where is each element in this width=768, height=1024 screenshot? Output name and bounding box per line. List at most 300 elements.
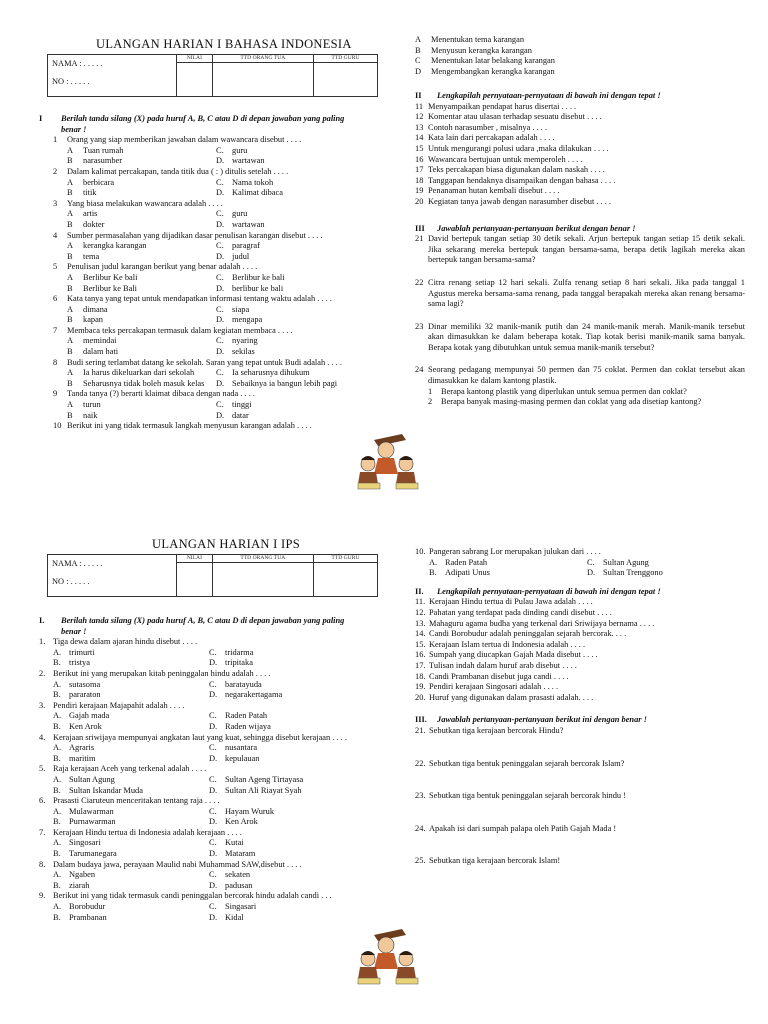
question-text: Pendiri kerajaan Majapahit adalah . . . . [53, 700, 185, 710]
item-text: Pahatan yang terdapat pada dinding candi disebut . . . . [429, 607, 612, 617]
answer-option[interactable] [415, 67, 615, 78]
answer-option[interactable] [216, 379, 365, 390]
question-number: 10. [415, 547, 426, 556]
answer-option[interactable] [216, 273, 365, 284]
item-number: 19. [415, 682, 426, 692]
option-letter: D. [216, 347, 225, 357]
item-text: Sumpah yang diucapkan Gajah Mada disebut . . . . [429, 650, 598, 660]
number-field[interactable]: NO : . . . . . [52, 577, 90, 586]
question-text: Berikut ini yang tidak termasuk candi peninggalan bercorak hindu adalah candi . . . [53, 891, 332, 901]
item-text: Kerajaan Hindu tertua di Pulau Jawa adalah . . . . [429, 597, 593, 607]
option-text: Prambanan [69, 912, 107, 922]
answer-option[interactable] [429, 568, 587, 579]
option-letter: A [67, 209, 74, 219]
answer-options [39, 870, 365, 891]
answer-option[interactable] [209, 658, 365, 669]
option-text: titik [83, 188, 97, 198]
item-number: 14. [415, 629, 426, 639]
option-text: Gajah mada [69, 711, 110, 721]
option-text: ziarah [69, 880, 90, 890]
option-text: sekaten [225, 870, 251, 880]
answer-option[interactable] [67, 241, 216, 252]
answer-option[interactable] [209, 870, 365, 881]
list-item [415, 629, 745, 640]
question-text: Pangeran sabrang Lor merupakan julukan dari . . . . [429, 547, 601, 556]
option-text: naik [83, 410, 98, 420]
section-heading: III. Jawablah pertanyaan-pertanyaan berikut ini dengan benar ! [415, 715, 647, 725]
item-number: 12. [415, 607, 426, 617]
option-letter: D. [216, 219, 225, 229]
answer-option[interactable] [415, 56, 615, 67]
essay-question [415, 278, 745, 310]
option-text: Menentukan latar belakang karangan [431, 56, 555, 66]
option-text: Singosari [69, 838, 101, 848]
parent-signature-header: TTD ORANG TUA [212, 555, 313, 563]
answer-option[interactable] [53, 754, 209, 765]
answer-option[interactable] [67, 178, 216, 189]
option-letter: D. [216, 188, 225, 198]
option-letter: D [415, 66, 422, 76]
item-number: 22 [415, 277, 424, 287]
list-item [415, 640, 745, 651]
item-number: 24. [415, 823, 426, 833]
option-letter: D. [216, 378, 225, 388]
option-text: Ken Arok [225, 817, 258, 827]
answer-option[interactable] [53, 775, 209, 786]
answer-option[interactable] [67, 315, 216, 326]
option-letter: B. [53, 753, 61, 763]
answer-option[interactable] [209, 648, 365, 659]
answer-option[interactable] [209, 902, 365, 913]
option-text: Hayam Wuruk [225, 806, 275, 816]
answer-option[interactable] [216, 411, 365, 422]
option-letter: D. [209, 658, 218, 668]
option-letter: A [67, 400, 74, 410]
item-text: Huruf yang digunakan dalam prasasti adalah. . . . [429, 692, 594, 702]
question-text: Tiga dewa dalam ajaran hindu disebut . . . . [53, 637, 198, 647]
answer-option[interactable] [209, 775, 365, 786]
option-text: Kutai [225, 838, 244, 848]
item-text: Komentar atau ulasan terhadap sesuatu disebut . . . . [428, 112, 602, 122]
option-letter: C. [209, 902, 217, 912]
option-letter: A [67, 368, 74, 378]
option-letter: C. [216, 304, 224, 314]
option-text: judul [232, 251, 250, 261]
answer-option[interactable] [216, 368, 365, 379]
option-text: dokter [83, 219, 105, 229]
option-letter: C. [216, 272, 224, 282]
answer-options [39, 711, 365, 732]
answer-option[interactable] [53, 680, 209, 691]
list-item [415, 608, 745, 619]
question-text: Dalam kalimat percakapan, tanda titik dua ( : ) ditulis setelah . . . . [67, 166, 289, 176]
parent-signature-header: TTD ORANG TUA [212, 55, 313, 63]
option-text: memindai [83, 336, 117, 346]
answer-option[interactable] [415, 35, 615, 46]
item-text: Tanggapan hendaknya disampaikan dengan bahasa . . . . [428, 175, 616, 185]
teacher-signature-box[interactable] [313, 63, 377, 97]
option-text: Raden Patah [445, 557, 488, 567]
answer-option[interactable] [209, 913, 365, 924]
answer-option[interactable] [67, 368, 216, 379]
item-text: Apakah isi dari sumpah palapa oleh Patih Gajah Mada ! [429, 823, 617, 833]
item-number: 21. [415, 725, 426, 735]
option-letter: B. [53, 785, 61, 795]
answer-option[interactable] [67, 284, 216, 295]
option-letter: D. [216, 315, 225, 325]
option-letter: B. [53, 817, 61, 827]
question-item [53, 199, 365, 210]
answer-option[interactable] [53, 881, 209, 892]
answer-options [53, 368, 365, 389]
essay-question [415, 365, 745, 386]
option-text: Sultan Trenggono [603, 568, 663, 578]
mc-section [39, 114, 365, 432]
answer-option[interactable] [53, 913, 209, 924]
list-item [415, 102, 745, 113]
answer-option[interactable] [209, 838, 365, 849]
option-letter: A [67, 241, 74, 251]
answer-option[interactable] [67, 336, 216, 347]
question-item [53, 231, 365, 242]
answer-options [39, 648, 365, 669]
item-text: Mahaguru agama budha yang terkenal dari Sriwijaya bernama . . . . [429, 618, 655, 628]
option-letter: D. [216, 283, 225, 293]
option-letter: B [67, 410, 73, 420]
answer-option[interactable] [53, 648, 209, 659]
list-item [415, 144, 745, 155]
option-letter: C. [209, 838, 217, 848]
option-text: kapan [83, 315, 103, 325]
answer-option[interactable] [53, 807, 209, 818]
teacher-signature-box[interactable] [313, 563, 377, 597]
answer-option[interactable] [53, 870, 209, 881]
option-letter: B [67, 219, 73, 229]
answer-option[interactable] [429, 558, 587, 569]
answer-option[interactable] [53, 902, 209, 913]
option-letter: C. [209, 647, 217, 657]
option-letter: C. [216, 400, 224, 410]
answer-option[interactable] [67, 411, 216, 422]
item-number: 21 [415, 234, 424, 244]
option-letter: D. [209, 849, 218, 859]
option-letter: D. [209, 753, 218, 763]
item-number: 15 [415, 143, 424, 153]
option-text: trimurti [69, 647, 95, 657]
option-letter: B. [53, 912, 61, 922]
answer-option[interactable] [67, 220, 216, 231]
answer-option[interactable] [53, 786, 209, 797]
question-item [39, 669, 365, 680]
answer-option[interactable] [587, 568, 745, 579]
option-text: wartawan [232, 156, 265, 166]
answer-options [53, 178, 365, 199]
question-item [39, 637, 365, 648]
answer-option[interactable] [67, 252, 216, 263]
option-text: Tarumanegara [69, 849, 117, 859]
answer-option[interactable] [415, 46, 615, 57]
option-letter: B [67, 347, 73, 357]
q10-options [415, 35, 615, 77]
answer-option[interactable] [67, 146, 216, 157]
option-letter: D. [209, 817, 218, 827]
option-letter: C. [209, 679, 217, 689]
option-letter: B. [53, 658, 61, 668]
answer-option[interactable] [67, 209, 216, 220]
option-text: Raden Patah [225, 711, 268, 721]
parent-signature-box[interactable] [212, 563, 313, 597]
parent-signature-box[interactable] [212, 63, 313, 97]
answer-option[interactable] [53, 817, 209, 828]
essay-question [415, 322, 745, 354]
answer-option[interactable] [216, 347, 365, 358]
option-letter: D. [587, 568, 596, 578]
item-number: 17 [415, 165, 424, 175]
answer-options [39, 838, 365, 859]
item-text: Untuk mengurangi polusi udara ,maka dilakukan . . . . [428, 143, 609, 153]
option-text: Kalimat dibaca [232, 188, 283, 198]
option-letter: C. [209, 711, 217, 721]
answer-options [53, 400, 365, 421]
answer-option[interactable] [67, 188, 216, 199]
answer-option[interactable] [53, 690, 209, 701]
option-text: Ken Arok [69, 721, 102, 731]
cartoon-students-icon [354, 925, 422, 987]
answer-options [415, 558, 745, 579]
item-text: Seorang pedagang mempunyai 50 permen dan 75 coklat. Permen dan coklat tersebut akan dimasukkan ke dalam kantong plastik. [428, 365, 745, 386]
option-text: Berlibur Ke bali [83, 272, 138, 282]
option-text: Seharusnya tidak boleh masuk kelas [83, 378, 205, 388]
answer-option[interactable] [216, 336, 365, 347]
list-item [415, 176, 745, 187]
name-field[interactable]: NAMA : . . . . . [52, 59, 103, 68]
answer-option[interactable] [209, 711, 365, 722]
answer-option[interactable] [53, 743, 209, 754]
option-text: nyaring [232, 336, 258, 346]
section-heading: I. Berilah tanda silang (X) pada huruf A, B, C atau D di depan jawaban yang paling benar ! [39, 616, 345, 636]
essay-question [415, 791, 745, 802]
answer-option[interactable] [216, 400, 365, 411]
item-text: Sebutkan tiga bentuk peninggalan sejarah bercorak Islam? [429, 758, 625, 768]
question-number: 7. [39, 827, 46, 837]
option-text: artis [83, 209, 98, 219]
answer-option[interactable] [67, 305, 216, 316]
option-letter: A. [53, 838, 62, 848]
option-letter: B [67, 188, 73, 198]
number-field[interactable]: NO : . . . . . [52, 77, 90, 86]
answer-option[interactable] [67, 379, 216, 390]
grade-box[interactable] [177, 63, 213, 97]
answer-options [39, 680, 365, 701]
option-letter: D. [209, 785, 218, 795]
question-number: 9. [39, 891, 46, 901]
answer-option[interactable] [209, 807, 365, 818]
answer-options [53, 273, 365, 294]
option-text: Raden wijaya [225, 721, 271, 731]
option-text: Ngaben [69, 870, 96, 880]
option-text: tristya [69, 658, 90, 668]
option-letter: B [67, 251, 73, 261]
question-item [53, 421, 365, 432]
option-text: Borobudur [69, 902, 106, 912]
question-number: 3 [53, 198, 58, 208]
option-text: berbicara [83, 177, 115, 187]
answer-option[interactable] [216, 305, 365, 316]
answer-option[interactable] [216, 241, 365, 252]
item-number: 20 [415, 196, 424, 206]
item-number: 23. [415, 791, 426, 801]
teacher-signature-header: TTD GURU [313, 55, 377, 63]
answer-option[interactable] [216, 178, 365, 189]
answer-option[interactable] [67, 156, 216, 167]
answer-option[interactable] [209, 690, 365, 701]
answer-option[interactable] [67, 273, 216, 284]
answer-options [39, 902, 365, 923]
option-text: berlibur ke bali [232, 283, 284, 293]
question-number: 4 [53, 230, 58, 240]
item-number: 25. [415, 856, 426, 866]
mc-section [39, 616, 365, 923]
section-heading: II. Lengkapilah pernyataan-pernyataan di bawah ini dengan tepat ! [415, 586, 661, 596]
question-text: Penulisan judul karangan berikut yang benar adalah . . . . [67, 262, 258, 272]
answer-option[interactable] [209, 754, 365, 765]
item-number: 19 [415, 186, 424, 196]
answer-option[interactable] [209, 786, 365, 797]
answer-option[interactable] [209, 722, 365, 733]
option-text: narasumber [83, 156, 123, 166]
answer-option[interactable] [209, 849, 365, 860]
answer-option[interactable] [53, 838, 209, 849]
item-text: Wawancara bertujuan untuk memperoleh . . . . [428, 154, 583, 164]
answer-option[interactable] [53, 722, 209, 733]
answer-option[interactable] [53, 711, 209, 722]
answer-option[interactable] [67, 347, 216, 358]
option-letter: C. [209, 870, 217, 880]
option-letter: B. [53, 690, 61, 700]
answer-option[interactable] [216, 156, 365, 167]
option-letter: D. [209, 721, 218, 731]
option-text: Sultan Agung [69, 774, 115, 784]
question-number: 8 [53, 357, 58, 367]
answer-options [53, 146, 365, 167]
item-number: 23 [415, 321, 424, 331]
question-text: Tanda tanya (?) berarti klaimat dibaca dengan nada . . . . [67, 389, 255, 399]
grade-box[interactable] [177, 563, 213, 597]
answer-option[interactable] [216, 146, 365, 157]
item-text: Kerajaan Islam tertua di Indonesia adalah . . . . [429, 639, 586, 649]
question-item [39, 891, 365, 902]
page-title: ULANGAN HARIAN I BAHASA INDONESIA [96, 37, 352, 51]
spacer [415, 310, 745, 322]
section-heading: III Jawablah pertanyaan-pertanyaan berikut dengan benar ! [415, 223, 636, 233]
question-number: 6. [39, 796, 46, 806]
item-number: 11. [415, 597, 426, 607]
list-item [415, 661, 745, 672]
question-number: 3. [39, 700, 46, 710]
question-item [39, 764, 365, 775]
item-number: 12 [415, 112, 424, 122]
question-text: Yang biasa melakukan wawancara adalah . . . . [67, 198, 223, 208]
list-item [415, 112, 745, 123]
identity-table [47, 54, 378, 97]
grade-header: NILAI [177, 55, 213, 63]
option-letter: B. [53, 721, 61, 731]
option-letter: C. [216, 145, 224, 155]
essay-question [415, 234, 745, 266]
answer-option[interactable] [216, 220, 365, 231]
option-letter: A [67, 304, 74, 314]
option-text: Sultan Ageng Tirtayasa [225, 774, 304, 784]
option-letter: A. [429, 557, 438, 567]
question-text: Raja kerajaan Aceh yang terkenal adalah . . . . [53, 764, 207, 774]
option-letter: D. [216, 410, 225, 420]
spacer [415, 834, 745, 856]
option-letter: D. [209, 912, 218, 922]
answer-option[interactable] [53, 658, 209, 669]
item-number: 18 [415, 175, 424, 185]
item-number: 13. [415, 618, 426, 628]
list-item [415, 186, 745, 197]
option-letter: C. [216, 209, 224, 219]
answer-option[interactable] [209, 680, 365, 691]
option-letter: A. [53, 806, 62, 816]
option-text: turun [83, 400, 101, 410]
answer-option[interactable] [216, 284, 365, 295]
answer-option[interactable] [216, 252, 365, 263]
answer-option[interactable] [209, 881, 365, 892]
question-text: Berikut ini yang merupakan kitab peninggalan hindu adalah . . . . [53, 668, 271, 678]
list-item [415, 123, 745, 134]
sub-question [415, 397, 745, 408]
answer-option[interactable] [209, 743, 365, 754]
list-item [415, 682, 745, 693]
answer-option[interactable] [216, 188, 365, 199]
option-text: dimana [83, 304, 108, 314]
spacer [415, 737, 745, 759]
answer-option[interactable] [53, 849, 209, 860]
name-field[interactable]: NAMA : . . . . . [52, 559, 103, 568]
question-number: 7 [53, 325, 58, 335]
list-item [415, 155, 745, 166]
answer-option[interactable] [587, 558, 745, 569]
option-letter: B [67, 283, 73, 293]
list-item [415, 693, 745, 704]
answer-option[interactable] [209, 817, 365, 828]
item-text: Kegiatan tanya jawab dengan narasumber disebut . . . . [428, 196, 612, 206]
option-text: guru [232, 145, 248, 155]
option-letter: D. [216, 156, 225, 166]
item-text: Citra renang setiap 12 hari sekali. Zulfa renang setiap 8 hari sekali. Jika pada tanggal 1 Agustus mereka bersama-sama renang, pada tanggal berapakah mereka akan renang bersama-sama lagi? [428, 277, 745, 309]
question-text: Dalam budaya jawa, perayaan Maulid nabi Muhammad SAW,disebut . . . . [53, 859, 302, 869]
spacer [415, 769, 745, 791]
answer-option[interactable] [67, 400, 216, 411]
fill-section [415, 91, 745, 408]
question-number: 8. [39, 859, 46, 869]
answer-option[interactable] [216, 209, 365, 220]
option-text: Mengembangkan kerangka karangan [431, 66, 555, 76]
question-item [53, 135, 365, 146]
list-item [415, 650, 745, 661]
option-letter: A [67, 272, 74, 282]
option-letter: B [415, 45, 421, 55]
question-number: 5 [53, 262, 58, 272]
answer-option[interactable] [216, 315, 365, 326]
option-letter: A. [53, 711, 62, 721]
question-item [53, 326, 365, 337]
question-text: Orang yang siap memberikan jawaban dalam wawancara disebut . . . . [67, 135, 302, 145]
option-text: Ia seharusnya dihukum [232, 368, 310, 378]
option-text: Menentukan tema karangan [431, 35, 525, 44]
